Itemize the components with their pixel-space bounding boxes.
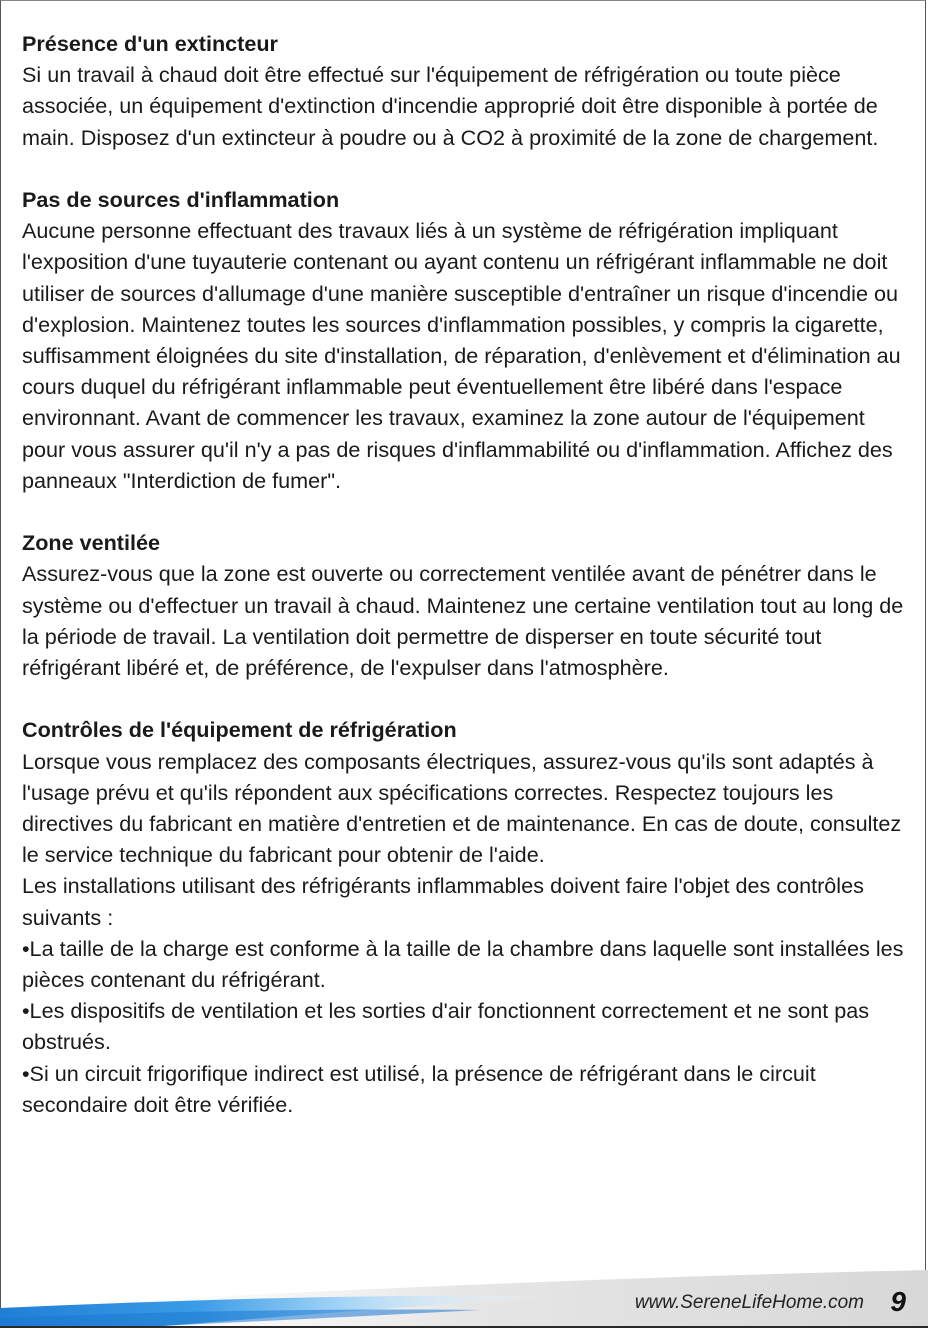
section-paragraph: Lorsque vous remplacez des composants électriques, assurez-vous qu'ils sont adaptés à l'usage prévu et qu'ils répondent aux spécifications correctes. Respectez toujours les directives du fabricant en matière d'entretien et de maintenance. En cas de doute, consultez le service technique du fabricant pour obtenir de l'aide.	[22, 748, 902, 868]
section-heading: Pas de sources d'inflammation	[22, 187, 340, 212]
section-heading: Contrôles de l'équipement de réfrigération	[22, 717, 457, 743]
section-zone-ventilee	[22, 527, 912, 683]
section-paragraph: Les installations utilisant des réfrigérants inflammables doivent faire l'objet des contrôles suivants :	[22, 873, 864, 930]
section-sources-inflammation	[22, 184, 912, 496]
document-body	[22, 28, 912, 1151]
footer-website-url: www.SereneLifeHome.com	[634, 1292, 864, 1313]
bullet-item: •La taille de la charge est conforme à la taille de la chambre dans laquelle sont installées les pièces contenant du réfrigérant.	[22, 935, 904, 993]
section-paragraph: Si un travail à chaud doit être effectué sur l'équipement de réfrigération ou toute pièce associée, un équipement d'extinction d'incendie approprié doit être disponible à portée de main. Disposez d'un extincteur à poudre ou à CO2 à proximité de la zone de chargement.	[22, 62, 879, 150]
section-paragraph: Assurez-vous que la zone est ouverte ou correctement ventilée avant de pénétrer dans le système ou d'effectuer un travail à chaud. Maintenez une certaine ventilation tout au long de la période de travail. La ventilation doit permettre de disperser en toute sécurité tout réfrigérant libéré et, de préférence, de l'expulser dans l'atmosphère.	[22, 561, 904, 681]
bullet-item: •Les dispositifs de ventilation et les sorties d'air fonctionnent correctement et ne sont pas obstrués.	[22, 998, 870, 1055]
page-number: 9	[890, 1286, 906, 1317]
section-heading: Présence d'un extincteur	[22, 31, 278, 56]
bullet-item: •Si un circuit frigorifique indirect est utilisé, la présence de réfrigérant dans le circuit secondaire doit être vérifiée.	[22, 1060, 816, 1117]
page-footer	[0, 1266, 928, 1328]
section-controles-equipement	[22, 714, 912, 1120]
section-extincteur	[22, 28, 912, 153]
section-heading: Zone ventilée	[22, 530, 160, 556]
section-paragraph: Aucune personne effectuant des travaux liés à un système de réfrigération impliquant l'exposition d'une tuyauterie contenant ou ayant contenu un réfrigérant inflammable ne doit utiliser de sources d'allumage d'une manière susceptible d'entraîner un risque d'incendie ou d'explosion. Maintenez toutes les sources d'inflammation possibles, y compris la cigarette, suffisamment éloignées du site d'installation, de réparation, d'enlèvement et d'élimination au cours duquel du réfrigérant inflammable peut éventuellement être libéré dans l'espace environnant. Avant de commencer les travaux, examinez la zone autour de l'équipement pour vous assurer qu'il n'y a pas de risques d'inflammabilité ou d'inflammation. Affichez des panneaux "Interdiction de fumer".	[22, 218, 901, 493]
